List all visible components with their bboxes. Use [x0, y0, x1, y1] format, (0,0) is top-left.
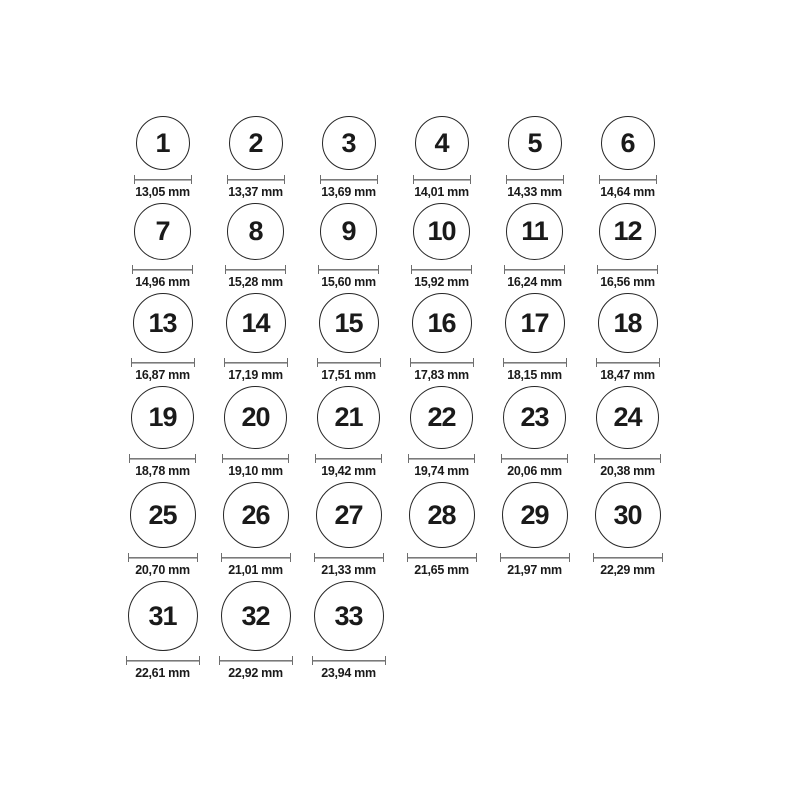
ring-circle — [595, 482, 661, 548]
ring-size-number: 29 — [520, 499, 549, 530]
ring-circle — [598, 293, 658, 353]
diameter-dimension-line — [128, 553, 198, 562]
diameter-dimension-line — [318, 265, 379, 274]
diameter-label: 16,56 mm — [600, 275, 655, 289]
diameter-dimension-line — [227, 175, 285, 184]
ring-size-cell — [302, 116, 395, 199]
ring-size-row — [116, 293, 674, 382]
ring-circle — [415, 116, 469, 170]
diameter-dimension-line — [320, 175, 378, 184]
ring-size-cell — [302, 386, 395, 478]
diameter-label: 21,65 mm — [414, 563, 469, 577]
diameter-dimension-line — [317, 358, 381, 367]
ring-size-cell — [488, 203, 581, 289]
ring-size-row — [116, 116, 674, 199]
ring-circle — [229, 116, 283, 170]
ring-circle — [505, 293, 565, 353]
diameter-label: 16,87 mm — [135, 368, 190, 382]
diameter-dimension-line — [222, 454, 289, 463]
ring-circle — [601, 116, 655, 170]
ring-size-number: 6 — [620, 127, 635, 158]
ring-size-number: 14 — [241, 307, 270, 338]
diameter-dimension-line — [221, 553, 291, 562]
diameter-dimension-line — [596, 358, 660, 367]
ring-circle — [596, 386, 659, 449]
diameter-label: 19,42 mm — [321, 464, 376, 478]
diameter-dimension-line — [312, 656, 386, 665]
ring-size-number: 22 — [427, 402, 456, 432]
ring-circle — [508, 116, 562, 170]
diameter-dimension-line — [134, 175, 192, 184]
ring-circle — [320, 203, 377, 260]
diameter-dimension-line — [315, 454, 382, 463]
ring-circle — [506, 203, 563, 260]
diameter-dimension-line — [501, 454, 568, 463]
ring-size-cell — [116, 482, 209, 577]
ring-size-cell — [488, 482, 581, 577]
diameter-label: 14,96 mm — [135, 275, 190, 289]
ring-circle — [131, 386, 194, 449]
ring-size-cell — [488, 293, 581, 382]
ring-size-number: 23 — [520, 402, 549, 432]
ring-size-cell — [395, 386, 488, 478]
diameter-label: 17,83 mm — [414, 368, 469, 382]
ring-size-number: 26 — [241, 499, 270, 530]
diameter-dimension-line — [413, 175, 471, 184]
ring-size-number: 21 — [334, 402, 363, 432]
ring-size-number: 28 — [427, 499, 456, 530]
ring-circle — [319, 293, 379, 353]
ring-size-cell — [581, 386, 674, 478]
diameter-dimension-line — [504, 265, 565, 274]
ring-size-cell — [209, 386, 302, 478]
diameter-label: 23,94 mm — [321, 666, 376, 680]
ring-size-cell — [488, 116, 581, 199]
ring-circle — [133, 293, 193, 353]
ring-size-cell — [395, 203, 488, 289]
diameter-label: 13,37 mm — [228, 185, 283, 199]
diameter-dimension-line — [126, 656, 200, 665]
diameter-label: 21,97 mm — [507, 563, 562, 577]
diameter-label: 13,05 mm — [135, 185, 190, 199]
diameter-label: 19,74 mm — [414, 464, 469, 478]
diameter-dimension-line — [503, 358, 567, 367]
ring-size-number: 13 — [148, 307, 177, 338]
ring-size-number: 20 — [241, 402, 270, 432]
ring-size-cell — [209, 203, 302, 289]
diameter-dimension-line — [219, 656, 293, 665]
diameter-label: 19,10 mm — [228, 464, 283, 478]
ring-size-cell — [488, 386, 581, 478]
diameter-dimension-line — [410, 358, 474, 367]
diameter-label: 15,28 mm — [228, 275, 283, 289]
diameter-dimension-line — [131, 358, 195, 367]
ring-size-row — [116, 581, 674, 680]
ring-size-number: 18 — [613, 307, 642, 338]
ring-size-number: 8 — [248, 216, 263, 246]
ring-size-number: 3 — [341, 127, 356, 158]
ring-size-number: 12 — [613, 216, 642, 246]
ring-circle — [413, 203, 470, 260]
ring-size-cell — [209, 482, 302, 577]
diameter-dimension-line — [407, 553, 477, 562]
ring-size-number: 10 — [427, 216, 456, 246]
diameter-dimension-line — [132, 265, 193, 274]
ring-circle — [136, 116, 190, 170]
ring-size-row — [116, 386, 674, 478]
ring-size-number: 16 — [427, 307, 456, 338]
ring-size-cell — [302, 581, 395, 680]
ring-size-number: 2 — [248, 127, 263, 158]
ring-size-number: 31 — [148, 600, 177, 631]
diameter-dimension-line — [594, 454, 661, 463]
diameter-label: 15,60 mm — [321, 275, 376, 289]
ring-size-number: 19 — [148, 402, 177, 432]
diameter-label: 22,29 mm — [600, 563, 655, 577]
diameter-label: 17,19 mm — [228, 368, 283, 382]
ring-size-number: 25 — [148, 499, 177, 530]
diameter-label: 21,33 mm — [321, 563, 376, 577]
diameter-label: 20,38 mm — [600, 464, 655, 478]
ring-circle — [314, 581, 384, 651]
ring-size-number: 30 — [613, 499, 642, 530]
ring-size-number: 9 — [341, 216, 356, 246]
ring-size-cell — [209, 581, 302, 680]
diameter-dimension-line — [225, 265, 286, 274]
diameter-dimension-line — [129, 454, 196, 463]
ring-size-cell — [395, 482, 488, 577]
diameter-dimension-line — [506, 175, 564, 184]
ring-size-cell — [116, 116, 209, 199]
ring-circle — [134, 203, 191, 260]
diameter-dimension-line — [411, 265, 472, 274]
diameter-label: 15,92 mm — [414, 275, 469, 289]
diameter-label: 22,61 mm — [135, 666, 190, 680]
ring-circle — [221, 581, 291, 651]
ring-size-cell — [395, 293, 488, 382]
ring-size-cell — [116, 293, 209, 382]
diameter-label: 16,24 mm — [507, 275, 562, 289]
ring-size-number: 15 — [334, 307, 363, 338]
ring-circle — [227, 203, 284, 260]
ring-circle — [412, 293, 472, 353]
ring-size-row — [116, 203, 674, 289]
diameter-dimension-line — [500, 553, 570, 562]
diameter-label: 18,78 mm — [135, 464, 190, 478]
ring-circle — [128, 581, 198, 651]
ring-size-cell — [581, 293, 674, 382]
ring-circle — [317, 386, 380, 449]
diameter-dimension-line — [314, 553, 384, 562]
ring-size-cell — [581, 116, 674, 199]
diameter-label: 20,06 mm — [507, 464, 562, 478]
ring-size-number: 32 — [241, 600, 270, 631]
diameter-label: 18,47 mm — [600, 368, 655, 382]
ring-circle — [409, 482, 475, 548]
ring-size-cell — [395, 116, 488, 199]
ring-circle — [502, 482, 568, 548]
ring-size-cell — [209, 293, 302, 382]
diameter-label: 14,01 mm — [414, 185, 469, 199]
ring-size-cell — [302, 293, 395, 382]
diameter-label: 13,69 mm — [321, 185, 376, 199]
ring-circle — [410, 386, 473, 449]
ring-circle — [599, 203, 656, 260]
ring-size-cell — [116, 203, 209, 289]
ring-size-cell — [116, 386, 209, 478]
diameter-label: 21,01 mm — [228, 563, 283, 577]
ring-size-number: 24 — [613, 402, 642, 432]
diameter-dimension-line — [593, 553, 663, 562]
ring-size-cell — [581, 203, 674, 289]
ring-size-cell — [116, 581, 209, 680]
ring-size-number: 7 — [155, 216, 170, 246]
ring-size-number: 11 — [521, 216, 548, 246]
ring-size-cell — [581, 482, 674, 577]
ring-circle — [316, 482, 382, 548]
ring-size-number: 1 — [155, 127, 170, 158]
diameter-label: 17,51 mm — [321, 368, 376, 382]
ring-circle — [322, 116, 376, 170]
ring-size-row — [116, 482, 674, 577]
diameter-label: 14,33 mm — [507, 185, 562, 199]
ring-size-grid — [116, 116, 674, 684]
ring-circle — [226, 293, 286, 353]
ring-size-cell — [302, 482, 395, 577]
ring-size-number: 5 — [527, 127, 542, 158]
diameter-dimension-line — [224, 358, 288, 367]
diameter-label: 18,15 mm — [507, 368, 562, 382]
diameter-dimension-line — [597, 265, 658, 274]
ring-circle — [223, 482, 289, 548]
ring-circle — [503, 386, 566, 449]
diameter-label: 14,64 mm — [600, 185, 655, 199]
ring-size-number: 27 — [334, 499, 363, 530]
ring-circle — [130, 482, 196, 548]
ring-circle — [224, 386, 287, 449]
ring-size-number: 17 — [520, 307, 549, 338]
diameter-label: 20,70 mm — [135, 563, 190, 577]
diameter-dimension-line — [599, 175, 657, 184]
diameter-label: 22,92 mm — [228, 666, 283, 680]
ring-size-cell — [209, 116, 302, 199]
ring-size-cell — [302, 203, 395, 289]
ring-size-number: 4 — [434, 127, 449, 158]
diameter-dimension-line — [408, 454, 475, 463]
ring-size-number: 33 — [334, 600, 363, 631]
